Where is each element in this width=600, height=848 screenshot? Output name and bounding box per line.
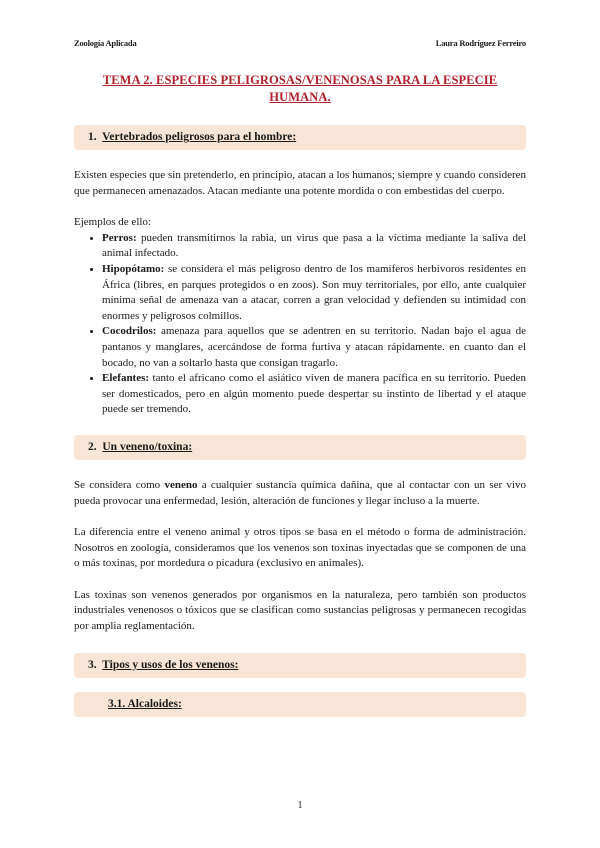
example-term: Cocodrilos: (102, 325, 157, 338)
section-3-1-label: 3.1. Alcaloides: (108, 697, 182, 710)
section-1-intro: Existen especies que sin pretenderlo, en principio, atacan a los humanos; siempre y cuando consideren que permanecen amenazados. Atacan mediante una potente mordida o con embestidas del cuerpo. (74, 169, 526, 197)
section-3-1-heading (74, 692, 526, 717)
veneno-term: veneno (164, 478, 198, 491)
examples-label: Ejemplos de ello: (74, 216, 151, 229)
list-item (102, 262, 526, 324)
example-term: Perros: (102, 231, 137, 244)
example-text: pueden transmitirnos la rabia, un virus que pasa a la víctima mediante la saliva del animal infectado. (102, 231, 526, 260)
section-3-number: 3. (88, 658, 97, 671)
section-2-number: 2. (88, 440, 97, 453)
text-run: Se considera como (74, 478, 165, 491)
section-2-label: Un veneno/toxina: (102, 440, 193, 453)
example-text: tanto el africano como el asiático viven de manera pacífica en su territorio. Pueden ser domesticados, pero en algún momento puede despertar su instinto de libertad y el ataque puede ser tremendo. (102, 372, 526, 416)
section-3-label: Tipos y usos de los venenos: (102, 658, 239, 671)
page-number: 1 (297, 800, 303, 811)
section-2-paragraph-2: La diferencia entre el veneno animal y otros tipos se basa en el método o forma de administración. Nosotros en zoología, consideramos que los venenos son toxinas inyectadas que se componen de una o más toxinas, por mordedura o picadura (exclusivo en animales). (74, 526, 526, 570)
section-1-heading (74, 125, 526, 150)
header-course: Zoología Aplicada (74, 38, 137, 48)
section-1-label: Vertebrados peligrosos para el hombre: (102, 131, 297, 143)
section-1-number: 1. (88, 131, 97, 143)
examples-list (74, 231, 526, 418)
example-text: amenaza para aquellos que se adentren en su territorio. Nadan bajo el agua de pantanos y manglares, acercándose de forma furtiva y atacan rápidamente. en cuanto dan el bocado, no van a soltarlo hasta que consigan tragarlo. (102, 325, 526, 369)
section-2-paragraph-1 (74, 478, 526, 509)
header-author: Laura Rodríguez Ferreiro (435, 38, 526, 48)
document-title: TEMA 2. ESPECIES PELIGROSAS/VENENOSAS PARA LA ESPECIE HUMANA. (102, 73, 498, 104)
section-3-heading (74, 653, 526, 678)
list-item (102, 324, 526, 371)
example-term: Elefantes: (102, 372, 150, 385)
list-item (102, 231, 526, 262)
text-run: a cualquier sustancia química dañina, que al contactar con un ser vivo pueda provocar una enfermedad, lesión, alteración de funciones y llegar incluso a la muerte. (74, 478, 526, 507)
section-2-paragraph-3: Las toxinas son venenos generados por organismos en la naturaleza, pero también son productos industriales venenosos o tóxicos que se clasifican como sustancias peligrosas y permanecen recogidas por amplia reglamentación. (74, 588, 526, 633)
example-term: Hipopótamo: (102, 262, 165, 275)
example-text: se considera el más peligroso dentro de los mamíferos herbívoros residentes en África (libres, en parques protegidos o en zoos). Son muy territoriales, por ello, ante cualquier mínima señal de amenaza van a atacar, corren a gran velocidad y defienden su intimidad con enormes y peligrosos colmillos. (102, 262, 526, 322)
page-header (74, 38, 526, 48)
document-body (74, 70, 526, 717)
section-2-heading (74, 435, 526, 460)
list-item (102, 371, 526, 418)
